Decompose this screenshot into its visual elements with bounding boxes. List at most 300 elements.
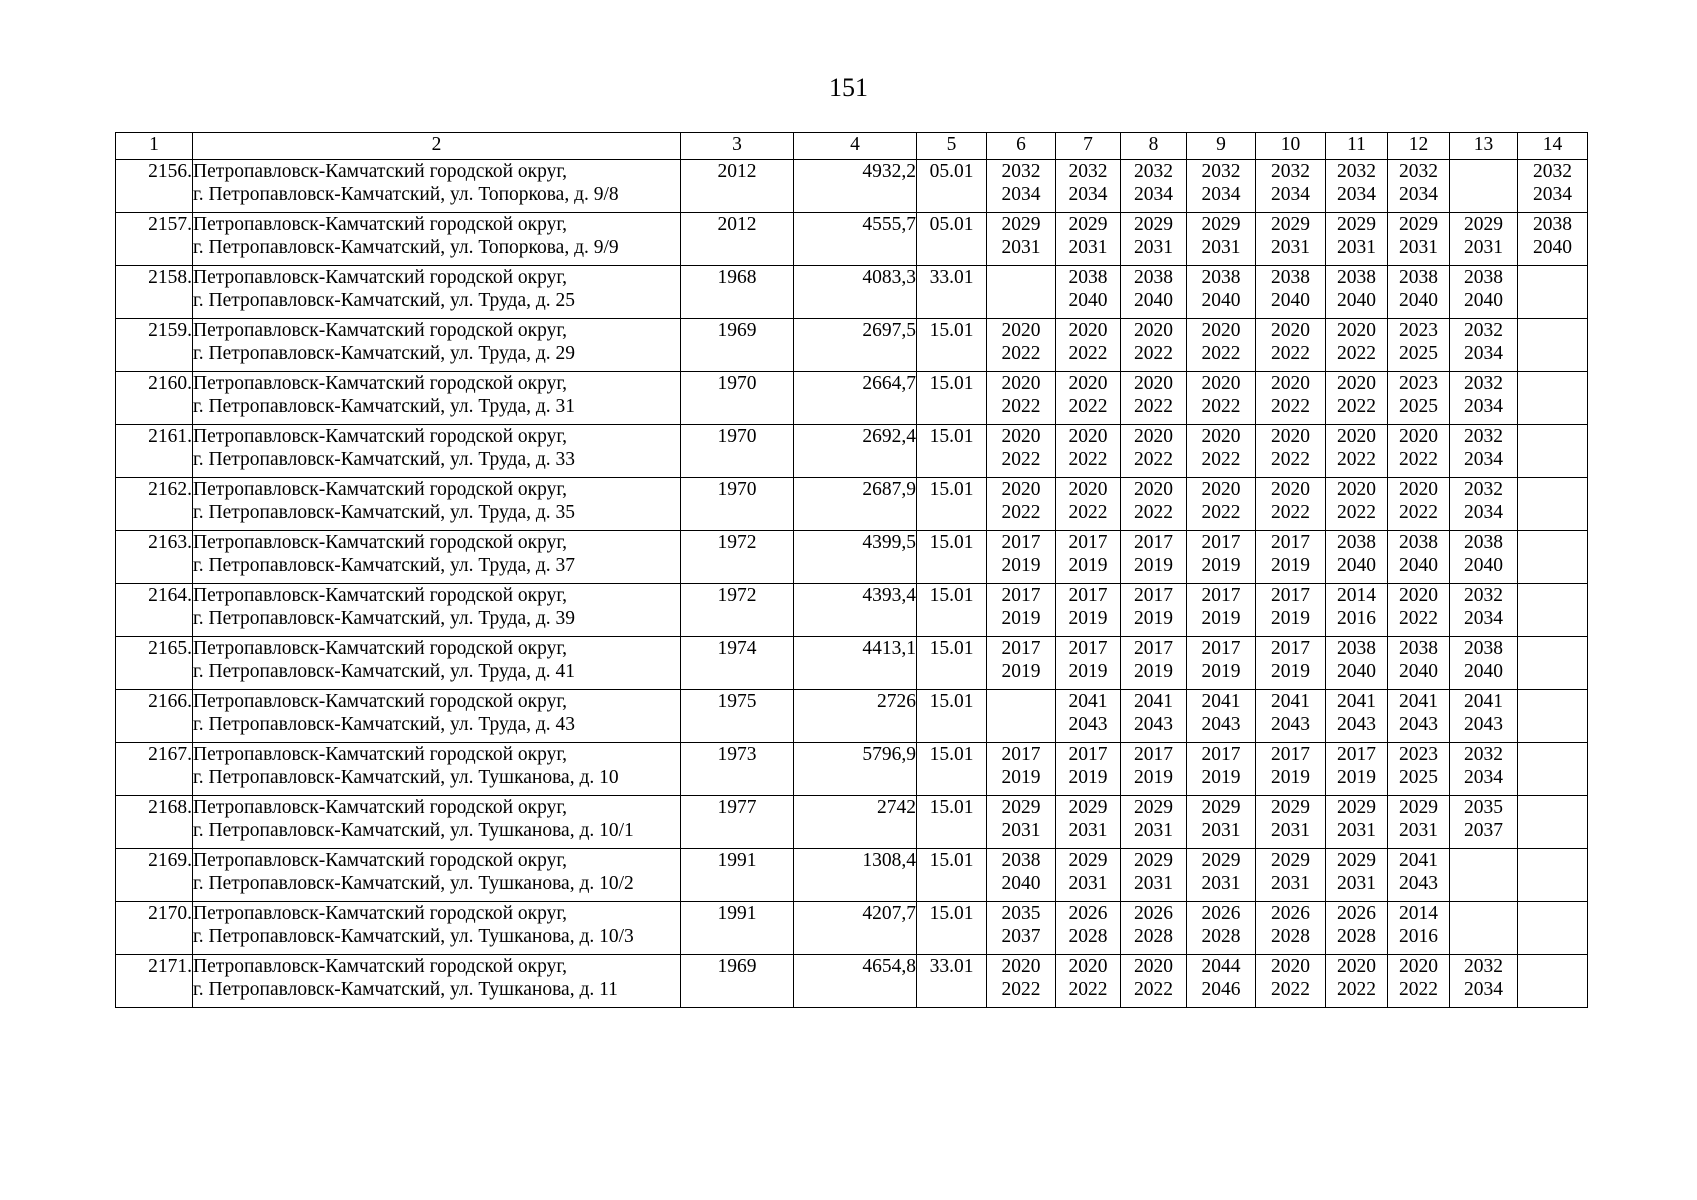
term-end-year: 2031: [1134, 873, 1173, 894]
term-end-year: 2022: [1001, 979, 1041, 1000]
term-end-year: 2019: [1271, 661, 1310, 682]
address-street: г. Петропавловск-Камчатский, ул. Тушканова, д. 10/1: [193, 820, 634, 841]
term-end-year: 2022: [1201, 343, 1241, 364]
term-cell-col-11: [1326, 372, 1388, 425]
term-cell-col-10: [1256, 478, 1326, 531]
commissioning-year: 1970: [681, 372, 794, 425]
commissioning-year: 2012: [681, 213, 794, 266]
term-cell-col-13: [1450, 584, 1518, 637]
term-cell-col-8: [1121, 160, 1187, 213]
term-end-year: 2022: [1399, 449, 1438, 470]
term-start-year: 2032: [1337, 161, 1376, 182]
term-end-year: 2040: [1399, 661, 1438, 682]
category-code: 15.01: [917, 743, 987, 796]
term-cell-col-6: [987, 478, 1056, 531]
category-code: 15.01: [917, 849, 987, 902]
term-cell-col-8: [1121, 584, 1187, 637]
term-start-year: 2020: [1001, 956, 1041, 977]
term-start-year: 2014: [1337, 585, 1376, 606]
row-number: 2168.: [116, 796, 193, 849]
term-start-year: 2020: [1201, 479, 1241, 500]
term-cell-col-12: [1388, 266, 1450, 319]
category-code: 15.01: [917, 425, 987, 478]
term-end-year: 2016: [1399, 926, 1438, 947]
term-cell-col-6: [987, 425, 1056, 478]
commissioning-year: 1977: [681, 796, 794, 849]
row-number: 2164.: [116, 584, 193, 637]
total-area: 4207,7: [794, 902, 917, 955]
term-end-year: 2043: [1271, 714, 1310, 735]
term-cell-col-12: [1388, 531, 1450, 584]
address-cell: [193, 796, 681, 849]
term-cell-col-7: [1056, 319, 1121, 372]
total-area: 2742: [794, 796, 917, 849]
term-start-year: 2017: [1337, 744, 1376, 765]
term-end-year: 2022: [1337, 979, 1376, 1000]
term-start-year: 2032: [1201, 161, 1241, 182]
term-start-year: 2029: [1068, 797, 1108, 818]
term-start-year: 2029: [1201, 850, 1241, 871]
term-start-year: 2041: [1399, 691, 1438, 712]
term-cell-col-6: [987, 902, 1056, 955]
term-start-year: 2023: [1399, 744, 1438, 765]
commissioning-year: 1970: [681, 478, 794, 531]
term-cell-col-7: [1056, 743, 1121, 796]
term-start-year: 2020: [1337, 426, 1376, 447]
term-start-year: 2038: [1533, 214, 1572, 235]
term-start-year: 2023: [1399, 373, 1438, 394]
term-start-year: 2038: [1399, 532, 1438, 553]
term-start-year: 2032: [1464, 373, 1503, 394]
term-start-year: 2020: [1271, 426, 1310, 447]
term-cell-col-6: [987, 955, 1056, 1008]
term-end-year: 2034: [1464, 767, 1503, 788]
term-end-year: 2025: [1399, 767, 1438, 788]
term-end-year: 2022: [1134, 502, 1173, 523]
term-cell-col-9: [1187, 902, 1256, 955]
term-start-year: 2029: [1399, 797, 1438, 818]
term-start-year: 2029: [1271, 797, 1310, 818]
table-row: [116, 531, 1588, 584]
term-end-year: 2031: [1337, 820, 1376, 841]
table-row: [116, 160, 1588, 213]
address-district: Петропавловск-Камчатский городской округ,: [193, 850, 568, 871]
term-cell-col-8: [1121, 478, 1187, 531]
column-header-14: 14: [1518, 133, 1588, 160]
column-header-6: 6: [987, 133, 1056, 160]
term-start-year: 2029: [1134, 850, 1173, 871]
term-end-year: 2031: [1271, 820, 1310, 841]
term-end-year: 2022: [1271, 343, 1310, 364]
term-end-year: 2031: [1337, 237, 1376, 258]
term-end-year: 2022: [1001, 502, 1041, 523]
term-start-year: 2032: [1464, 744, 1503, 765]
category-code: 15.01: [917, 796, 987, 849]
address-cell: [193, 743, 681, 796]
term-start-year: 2035: [1464, 797, 1503, 818]
term-cell-col-13: [1450, 266, 1518, 319]
term-end-year: 2037: [1464, 820, 1503, 841]
term-start-year: 2020: [1134, 320, 1173, 341]
category-code: 05.01: [917, 160, 987, 213]
address-cell: [193, 690, 681, 743]
header-row: [116, 133, 1588, 160]
term-end-year: 2040: [1464, 555, 1503, 576]
term-cell-col-9: [1187, 478, 1256, 531]
table-row: [116, 319, 1588, 372]
term-cell-col-8: [1121, 743, 1187, 796]
term-start-year: 2023: [1399, 320, 1438, 341]
address-street: г. Петропавловск-Камчатский, ул. Труда, д. 31: [193, 396, 576, 417]
term-end-year: 2022: [1399, 608, 1438, 629]
table-body: [116, 160, 1588, 1008]
category-code: 15.01: [917, 690, 987, 743]
term-end-year: 2040: [1271, 290, 1310, 311]
term-cell-col-14: [1518, 531, 1588, 584]
term-end-year: 2019: [1001, 608, 1041, 629]
term-cell-col-14: [1518, 372, 1588, 425]
term-start-year: 2032: [1533, 161, 1572, 182]
term-cell-col-11: [1326, 478, 1388, 531]
term-cell-col-9: [1187, 955, 1256, 1008]
term-start-year: 2029: [1201, 797, 1241, 818]
address-district: Петропавловск-Камчатский городской округ,: [193, 903, 568, 924]
term-end-year: 2022: [1068, 396, 1108, 417]
term-start-year: 2038: [1464, 638, 1503, 659]
term-start-year: 2014: [1399, 903, 1438, 924]
term-end-year: 2022: [1001, 396, 1041, 417]
address-district: Петропавловск-Камчатский городской округ,: [193, 267, 568, 288]
term-end-year: 2019: [1001, 555, 1041, 576]
term-end-year: 2040: [1001, 873, 1041, 894]
term-end-year: 2028: [1337, 926, 1376, 947]
term-end-year: 2031: [1399, 820, 1438, 841]
total-area: 2664,7: [794, 372, 917, 425]
term-cell-col-9: [1187, 266, 1256, 319]
term-cell-col-10: [1256, 425, 1326, 478]
table-header: [116, 133, 1588, 160]
term-end-year: 2022: [1134, 396, 1173, 417]
row-number: 2159.: [116, 319, 193, 372]
term-cell-col-12: [1388, 955, 1450, 1008]
address-cell: [193, 955, 681, 1008]
term-end-year: 2022: [1399, 502, 1438, 523]
term-cell-col-13: [1450, 637, 1518, 690]
row-number: 2166.: [116, 690, 193, 743]
term-end-year: 2040: [1533, 237, 1572, 258]
term-cell-col-13: [1450, 213, 1518, 266]
term-end-year: 2019: [1068, 555, 1108, 576]
term-cell-col-14: [1518, 160, 1588, 213]
term-start-year: 2017: [1134, 532, 1173, 553]
address-street: г. Петропавловск-Камчатский, ул. Труда, д. 37: [193, 555, 576, 576]
term-end-year: 2022: [1271, 449, 1310, 470]
table-row: [116, 478, 1588, 531]
term-cell-col-12: [1388, 796, 1450, 849]
term-start-year: 2038: [1201, 267, 1241, 288]
term-cell-col-11: [1326, 849, 1388, 902]
term-end-year: 2022: [1068, 979, 1108, 1000]
address-cell: [193, 531, 681, 584]
term-end-year: 2028: [1271, 926, 1310, 947]
term-start-year: 2020: [1271, 479, 1310, 500]
table-row: [116, 955, 1588, 1008]
term-cell-col-10: [1256, 637, 1326, 690]
term-cell-col-11: [1326, 531, 1388, 584]
address-district: Петропавловск-Камчатский городской округ,: [193, 638, 568, 659]
term-start-year: 2020: [1399, 956, 1438, 977]
term-start-year: 2017: [1068, 585, 1108, 606]
term-start-year: 2029: [1001, 214, 1041, 235]
term-start-year: 2020: [1068, 426, 1108, 447]
term-end-year: 2043: [1134, 714, 1173, 735]
term-start-year: 2017: [1201, 638, 1241, 659]
address-district: Петропавловск-Камчатский городской округ,: [193, 532, 568, 553]
term-cell-col-14: [1518, 796, 1588, 849]
address-street: г. Петропавловск-Камчатский, ул. Топоркова, д. 9/8: [193, 184, 619, 205]
total-area: 4393,4: [794, 584, 917, 637]
term-cell-col-9: [1187, 372, 1256, 425]
table-row: [116, 213, 1588, 266]
category-code: 15.01: [917, 531, 987, 584]
term-cell-col-7: [1056, 213, 1121, 266]
term-end-year: 2028: [1134, 926, 1173, 947]
term-start-year: 2038: [1337, 267, 1376, 288]
term-start-year: 2020: [1001, 426, 1041, 447]
term-end-year: 2031: [1134, 237, 1173, 258]
term-cell-col-14: [1518, 955, 1588, 1008]
term-end-year: 2043: [1201, 714, 1241, 735]
term-end-year: 2031: [1201, 820, 1241, 841]
term-start-year: 2026: [1271, 903, 1310, 924]
address-street: г. Петропавловск-Камчатский, ул. Труда, д. 35: [193, 502, 576, 523]
term-start-year: 2017: [1271, 638, 1310, 659]
term-cell-col-14: [1518, 849, 1588, 902]
term-end-year: 2031: [1271, 873, 1310, 894]
term-cell-col-9: [1187, 584, 1256, 637]
term-end-year: 2034: [1399, 184, 1438, 205]
term-end-year: 2019: [1001, 661, 1041, 682]
term-cell-col-10: [1256, 160, 1326, 213]
total-area: 4413,1: [794, 637, 917, 690]
category-code: 15.01: [917, 478, 987, 531]
term-end-year: 2040: [1337, 661, 1376, 682]
term-end-year: 2034: [1464, 343, 1503, 364]
term-end-year: 2019: [1068, 608, 1108, 629]
term-end-year: 2034: [1337, 184, 1376, 205]
term-cell-col-11: [1326, 796, 1388, 849]
term-cell-col-14: [1518, 902, 1588, 955]
term-end-year: 2025: [1399, 396, 1438, 417]
term-cell-col-9: [1187, 849, 1256, 902]
total-area: 5796,9: [794, 743, 917, 796]
commissioning-year: 1991: [681, 849, 794, 902]
term-cell-col-12: [1388, 584, 1450, 637]
address-district: Петропавловск-Камчатский городской округ,: [193, 744, 568, 765]
term-start-year: 2020: [1068, 956, 1108, 977]
address-district: Петропавловск-Камчатский городской округ,: [193, 956, 568, 977]
term-end-year: 2034: [1271, 184, 1310, 205]
commissioning-year: 1974: [681, 637, 794, 690]
term-end-year: 2022: [1337, 396, 1376, 417]
address-street: г. Петропавловск-Камчатский, ул. Тушканова, д. 11: [193, 979, 618, 1000]
term-end-year: 2022: [1068, 449, 1108, 470]
term-end-year: 2031: [1337, 873, 1376, 894]
term-start-year: 2038: [1001, 850, 1041, 871]
address-district: Петропавловск-Камчатский городской округ,: [193, 161, 568, 182]
row-number: 2163.: [116, 531, 193, 584]
term-cell-col-12: [1388, 160, 1450, 213]
term-start-year: 2017: [1201, 532, 1241, 553]
total-area: 2726: [794, 690, 917, 743]
table-row: [116, 637, 1588, 690]
term-cell-col-13: [1450, 478, 1518, 531]
term-cell-col-8: [1121, 902, 1187, 955]
term-cell-col-10: [1256, 849, 1326, 902]
column-header-13: 13: [1450, 133, 1518, 160]
term-start-year: 2017: [1068, 532, 1108, 553]
column-header-3: 3: [681, 133, 794, 160]
term-cell-col-12: [1388, 902, 1450, 955]
term-cell-col-8: [1121, 849, 1187, 902]
term-end-year: 2028: [1068, 926, 1108, 947]
term-cell-col-13: [1450, 743, 1518, 796]
address-district: Петропавловск-Камчатский городской округ,: [193, 214, 568, 235]
term-cell-col-10: [1256, 319, 1326, 372]
term-end-year: 2016: [1337, 608, 1376, 629]
term-start-year: 2020: [1134, 956, 1173, 977]
term-cell-col-9: [1187, 743, 1256, 796]
category-code: 33.01: [917, 266, 987, 319]
column-header-7: 7: [1056, 133, 1121, 160]
term-end-year: 2019: [1134, 767, 1173, 788]
term-end-year: 2040: [1337, 555, 1376, 576]
term-end-year: 2022: [1201, 502, 1241, 523]
term-end-year: 2040: [1201, 290, 1241, 311]
term-end-year: 2022: [1399, 979, 1438, 1000]
term-cell-col-7: [1056, 584, 1121, 637]
term-cell-col-13: [1450, 902, 1518, 955]
term-end-year: 2043: [1068, 714, 1108, 735]
term-start-year: 2032: [1399, 161, 1438, 182]
term-start-year: 2017: [1001, 532, 1041, 553]
term-cell-col-14: [1518, 584, 1588, 637]
term-start-year: 2038: [1464, 267, 1503, 288]
term-cell-col-7: [1056, 531, 1121, 584]
term-end-year: 2022: [1068, 343, 1108, 364]
term-end-year: 2034: [1464, 449, 1503, 470]
table-row: [116, 902, 1588, 955]
term-end-year: 2031: [1271, 237, 1310, 258]
total-area: 4555,7: [794, 213, 917, 266]
row-number: 2160.: [116, 372, 193, 425]
term-start-year: 2017: [1134, 638, 1173, 659]
term-cell-col-8: [1121, 531, 1187, 584]
total-area: 1308,4: [794, 849, 917, 902]
term-end-year: 2019: [1201, 608, 1241, 629]
term-cell-col-11: [1326, 955, 1388, 1008]
term-cell-col-7: [1056, 160, 1121, 213]
term-cell-col-7: [1056, 849, 1121, 902]
address-district: Петропавловск-Камчатский городской округ,: [193, 426, 568, 447]
term-start-year: 2041: [1399, 850, 1438, 871]
column-header-4: 4: [794, 133, 917, 160]
term-end-year: 2040: [1337, 290, 1376, 311]
row-number: 2167.: [116, 743, 193, 796]
term-cell-col-11: [1326, 902, 1388, 955]
term-cell-col-8: [1121, 372, 1187, 425]
term-start-year: 2017: [1001, 744, 1041, 765]
term-cell-col-7: [1056, 690, 1121, 743]
term-start-year: 2020: [1134, 479, 1173, 500]
term-cell-col-9: [1187, 796, 1256, 849]
term-cell-col-10: [1256, 796, 1326, 849]
term-cell-col-10: [1256, 372, 1326, 425]
term-cell-col-7: [1056, 796, 1121, 849]
term-start-year: 2032: [1464, 956, 1503, 977]
term-cell-col-6: [987, 584, 1056, 637]
commissioning-year: 1969: [681, 319, 794, 372]
address-street: г. Петропавловск-Камчатский, ул. Труда, д. 33: [193, 449, 576, 470]
term-end-year: 2046: [1201, 979, 1241, 1000]
term-start-year: 2020: [1399, 479, 1438, 500]
row-number: 2171.: [116, 955, 193, 1008]
term-start-year: 2029: [1068, 214, 1108, 235]
term-start-year: 2017: [1068, 638, 1108, 659]
address-street: г. Петропавловск-Камчатский, ул. Труда, д. 29: [193, 343, 576, 364]
term-end-year: 2022: [1134, 449, 1173, 470]
commissioning-year: 1968: [681, 266, 794, 319]
term-start-year: 2029: [1001, 797, 1041, 818]
term-cell-col-6: [987, 690, 1056, 743]
term-cell-col-10: [1256, 584, 1326, 637]
term-end-year: 2022: [1337, 502, 1376, 523]
term-start-year: 2017: [1271, 532, 1310, 553]
term-cell-col-13: [1450, 796, 1518, 849]
term-cell-col-12: [1388, 425, 1450, 478]
term-end-year: 2022: [1134, 979, 1173, 1000]
term-cell-col-9: [1187, 213, 1256, 266]
term-end-year: 2022: [1337, 343, 1376, 364]
table-row: [116, 690, 1588, 743]
term-cell-col-10: [1256, 690, 1326, 743]
total-area: 4654,8: [794, 955, 917, 1008]
term-start-year: 2026: [1337, 903, 1376, 924]
table-row: [116, 425, 1588, 478]
term-start-year: 2041: [1134, 691, 1173, 712]
commissioning-year: 1972: [681, 584, 794, 637]
column-header-5: 5: [917, 133, 987, 160]
address-cell: [193, 266, 681, 319]
term-end-year: 2040: [1134, 290, 1173, 311]
term-start-year: 2020: [1337, 320, 1376, 341]
term-end-year: 2040: [1464, 661, 1503, 682]
term-cell-col-14: [1518, 266, 1588, 319]
housing-registry-table: [115, 132, 1588, 1008]
term-start-year: 2026: [1201, 903, 1241, 924]
term-cell-col-13: [1450, 955, 1518, 1008]
term-cell-col-13: [1450, 425, 1518, 478]
term-cell-col-13: [1450, 319, 1518, 372]
table-row: [116, 372, 1588, 425]
term-cell-col-14: [1518, 319, 1588, 372]
row-number: 2170.: [116, 902, 193, 955]
row-number: 2157.: [116, 213, 193, 266]
term-cell-col-8: [1121, 213, 1187, 266]
term-end-year: 2034: [1068, 184, 1108, 205]
term-cell-col-13: [1450, 849, 1518, 902]
term-start-year: 2029: [1134, 214, 1173, 235]
